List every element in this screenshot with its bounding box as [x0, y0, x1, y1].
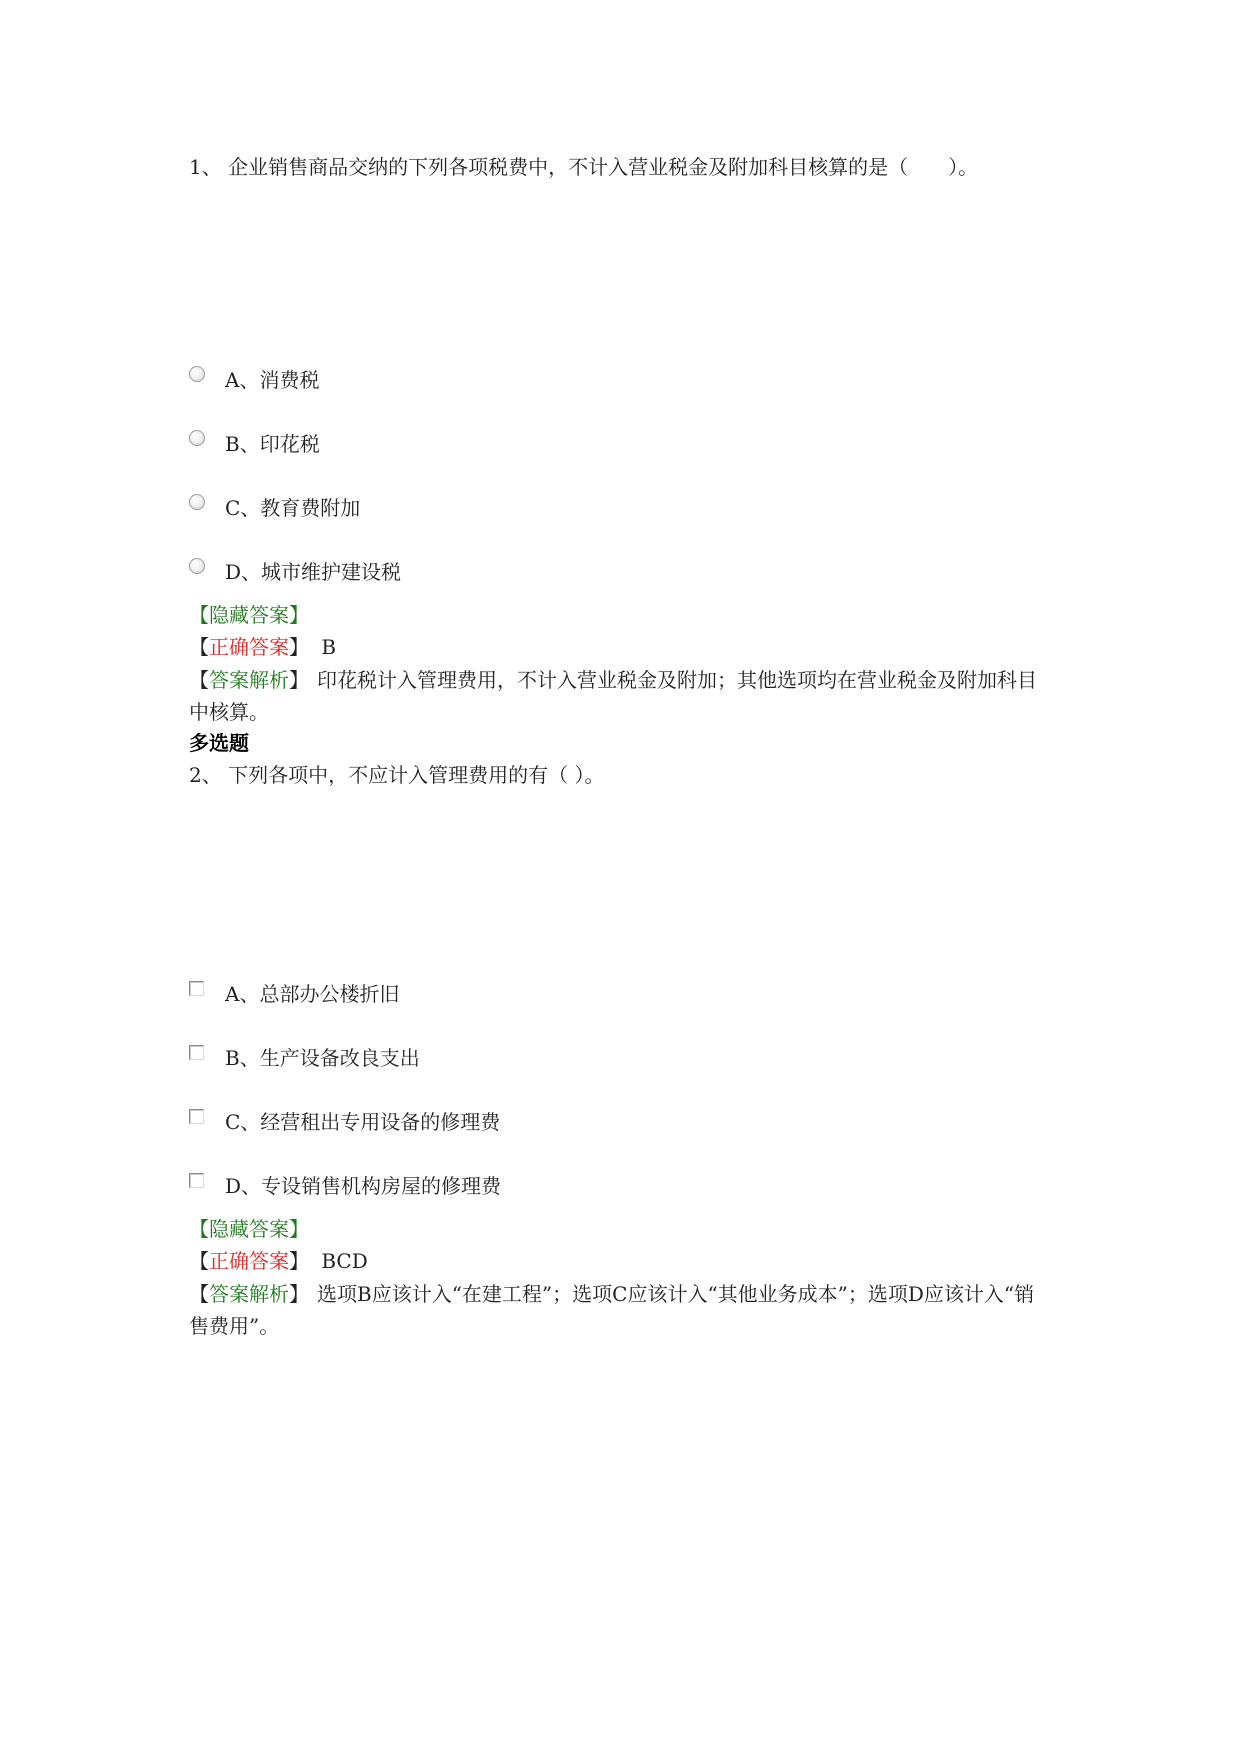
option-label: C、教育费附加: [225, 496, 361, 520]
q1-option-b[interactable]: [189, 428, 320, 460]
option-label: A、消费税: [225, 368, 320, 392]
correct-answer-label: 正确答案: [209, 1249, 289, 1273]
analysis-label: 答案解析: [209, 668, 289, 692]
checkbox[interactable]: [189, 981, 204, 996]
checkbox[interactable]: [189, 1045, 204, 1060]
bracket-open: 【: [189, 1249, 209, 1273]
analysis-text: 印花税计入管理费用，不计入营业税金及附加；其他选项均在营业税金及附加科目中核算。: [189, 668, 1037, 724]
analysis-text: 选项B应该计入“在建工程”；选项C应该计入“其他业务成本”；选项D应该计入“销售费用”。: [189, 1282, 1035, 1338]
q1-option-c[interactable]: [189, 492, 360, 524]
bracket-close: 】: [289, 1249, 309, 1273]
bracket-close: 】: [289, 603, 309, 627]
option-label: A、总部办公楼折旧: [225, 982, 400, 1006]
q1-option-d[interactable]: [189, 556, 401, 588]
option-label: D、专设销售机构房屋的修理费: [225, 1174, 502, 1198]
question-1-text: 1、 企业销售商品交纳的下列各项税费中，不计入营业税金及附加科目核算的是（ ）。: [189, 155, 979, 179]
q2-option-a[interactable]: [189, 978, 399, 1010]
bracket-open: 【: [189, 635, 209, 659]
radio-button[interactable]: [189, 494, 205, 510]
radio-button[interactable]: [189, 558, 205, 574]
radio-button[interactable]: [189, 430, 205, 446]
checkbox[interactable]: [189, 1173, 204, 1188]
question-2-text: 2、 下列各项中，不应计入管理费用的有（ ）。: [189, 763, 605, 787]
q2-correct-answer: [189, 1247, 368, 1275]
bracket-open: 【: [189, 1282, 209, 1306]
q2-answer-analysis: [189, 1278, 1049, 1342]
q1-correct-answer: [189, 633, 336, 661]
q2-option-d[interactable]: [189, 1170, 501, 1202]
bracket-close: 】: [289, 1282, 309, 1306]
q1-option-a[interactable]: [189, 364, 319, 396]
checkbox[interactable]: [189, 1109, 204, 1124]
analysis-label: 答案解析: [209, 1282, 289, 1306]
option-label: C、经营租出专用设备的修理费: [225, 1110, 501, 1134]
q2-option-b[interactable]: [189, 1042, 420, 1074]
option-label: D、城市维护建设税: [225, 560, 402, 584]
option-label: B、印花税: [225, 432, 320, 456]
bracket-close: 】: [289, 668, 309, 692]
bracket-close: 】: [289, 635, 309, 659]
q2-hide-answer-link[interactable]: [189, 1215, 309, 1243]
radio-button[interactable]: [189, 366, 205, 382]
q1-answer-analysis: [189, 664, 1049, 728]
bracket-open: 【: [189, 603, 209, 627]
section-title-multiple-choice: 多选题: [189, 731, 249, 755]
correct-answer-label: 正确答案: [209, 635, 289, 659]
q2-option-c[interactable]: [189, 1106, 500, 1138]
correct-answer-value: BCD: [321, 1249, 368, 1273]
hide-answer-label[interactable]: 隐藏答案: [209, 1217, 289, 1241]
option-label: B、生产设备改良支出: [225, 1046, 420, 1070]
hide-answer-label[interactable]: 隐藏答案: [209, 603, 289, 627]
bracket-open: 【: [189, 1217, 209, 1241]
correct-answer-value: B: [321, 635, 337, 659]
bracket-close: 】: [289, 1217, 309, 1241]
q1-hide-answer-link[interactable]: [189, 601, 309, 629]
bracket-open: 【: [189, 668, 209, 692]
